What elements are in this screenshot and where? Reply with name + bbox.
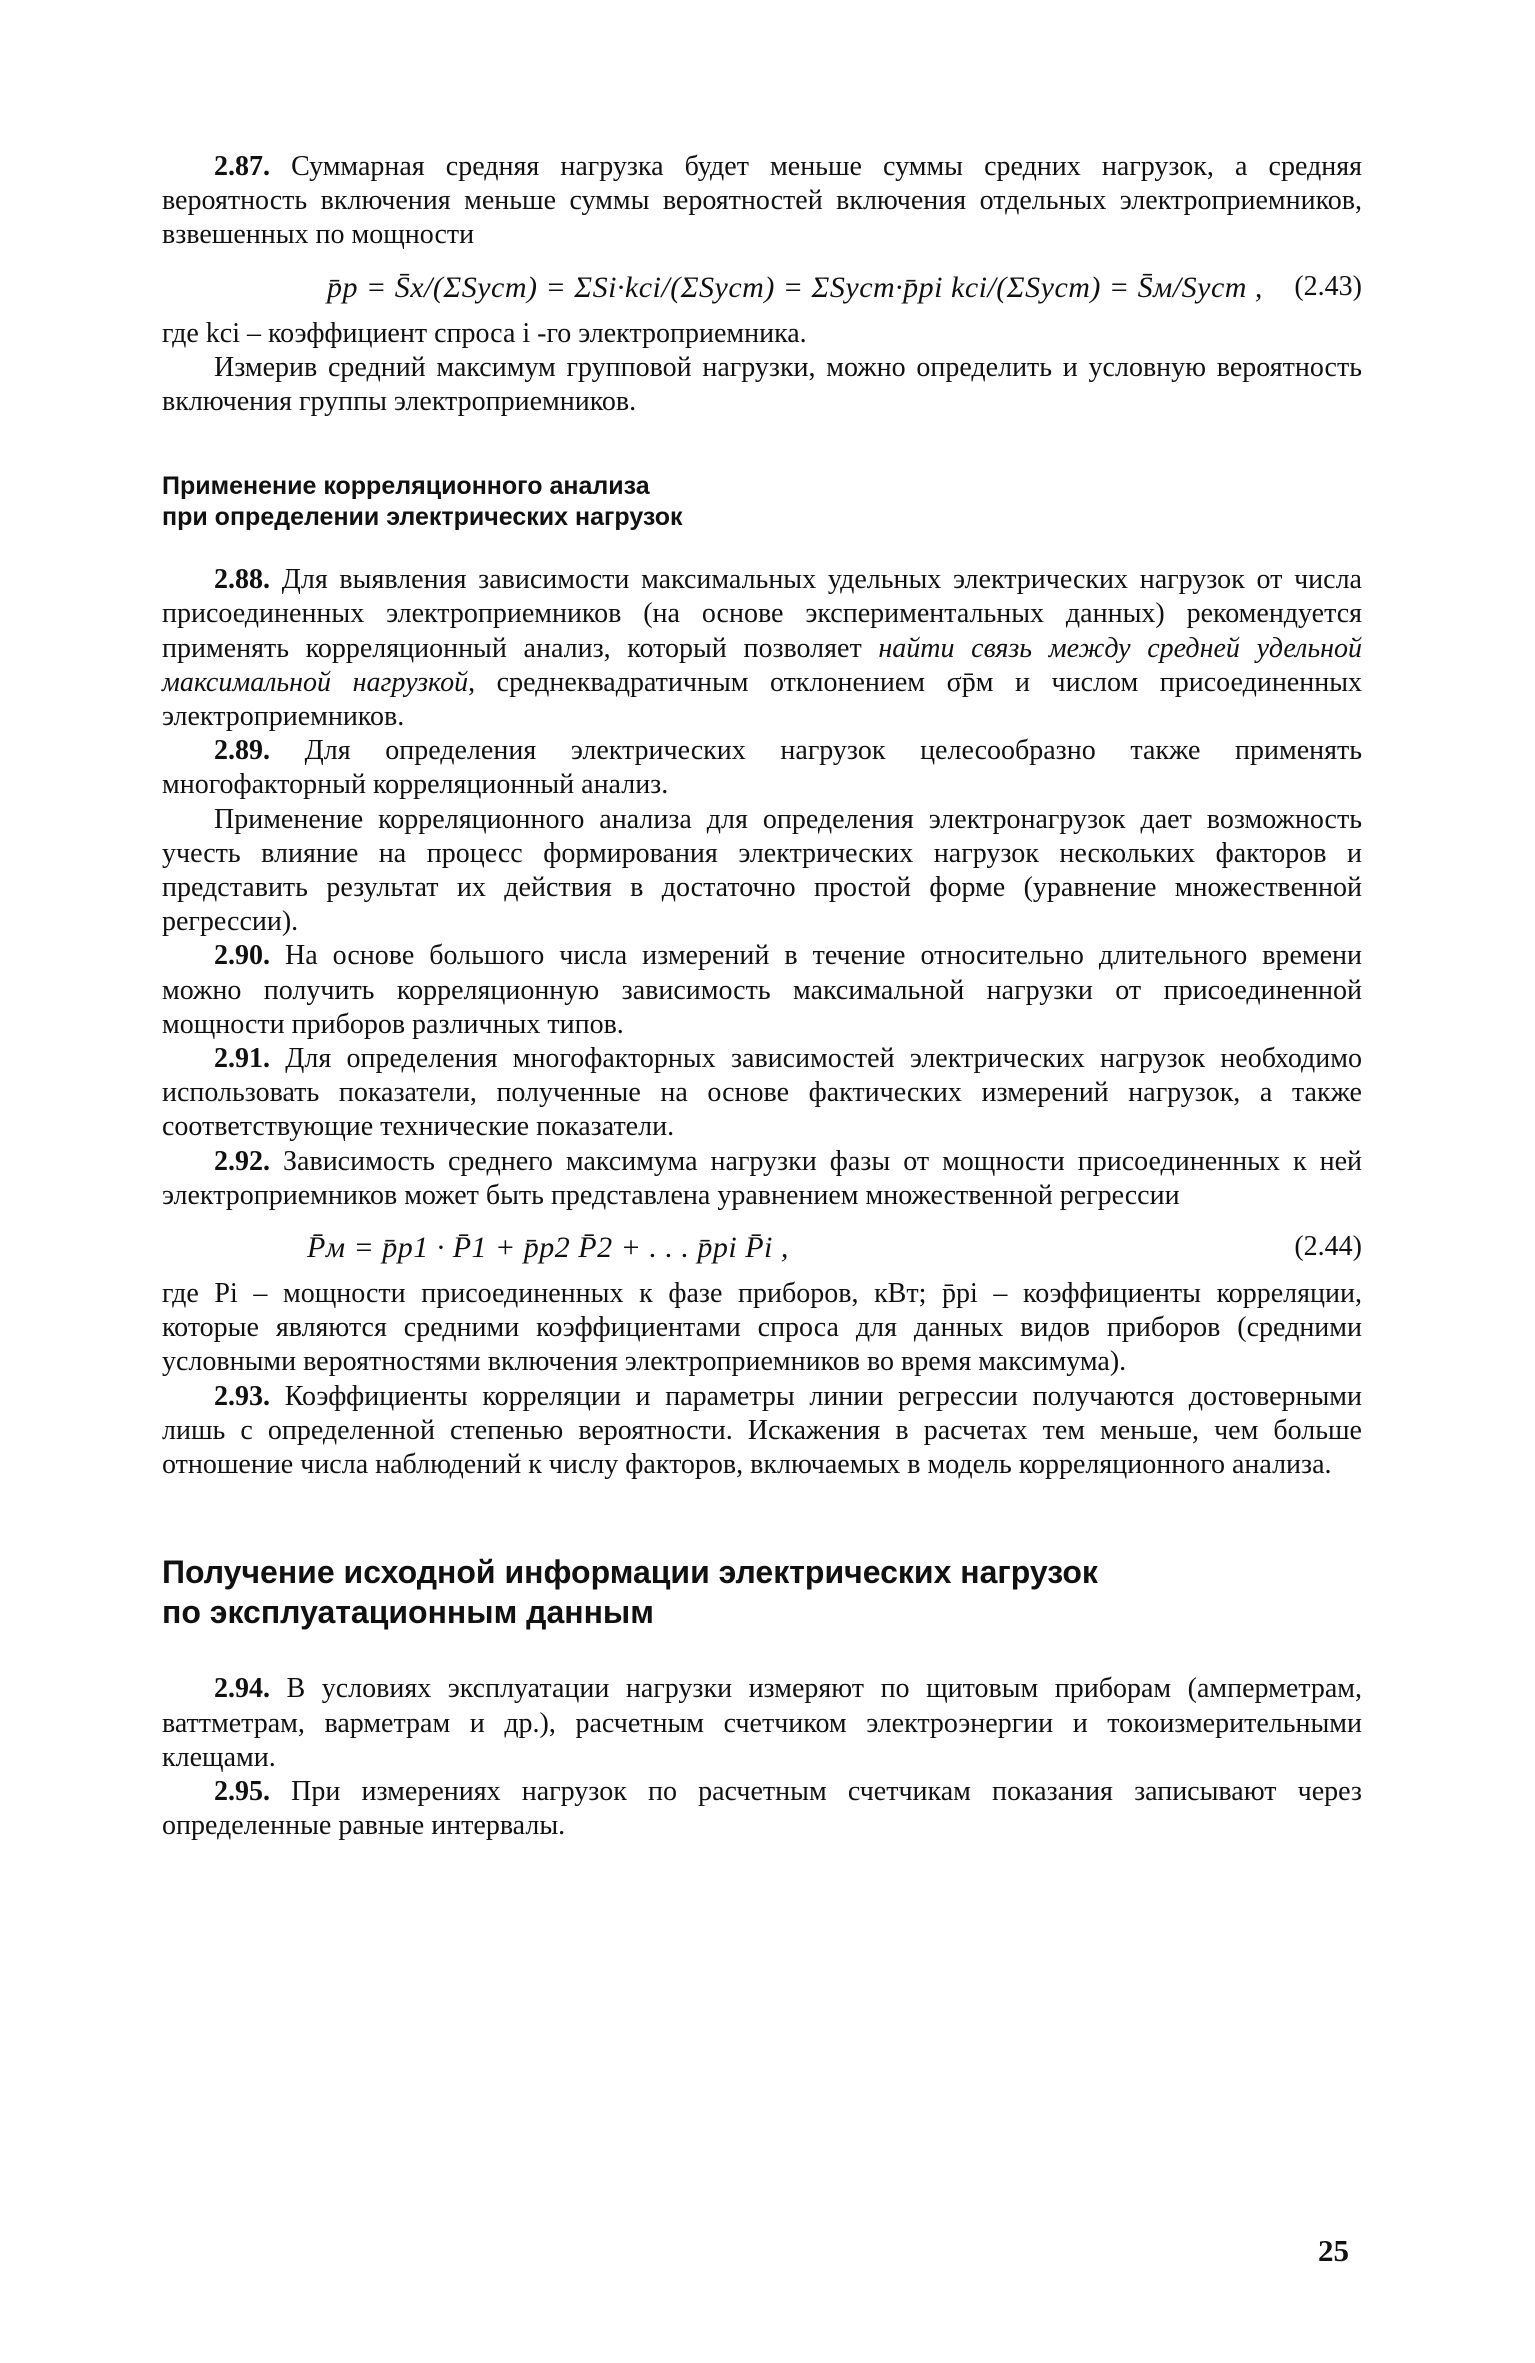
heading-line: по эксплуатационным данным [162, 1594, 654, 1631]
paragraph-number: 2.94. [214, 1673, 270, 1705]
paragraph-2-89-continued: Применение корреляционного анализа для определения электронагрузок дает возможность учесть влияние на процесс формирования электрических нагрузок нескольких факторов и представить результат их действия в достаточно простой форме (уравнение множественной регрессии). [162, 803, 1362, 938]
heading-line: при определении электрических нагрузок [162, 503, 683, 532]
formula-2-44 [162, 1213, 1362, 1277]
formula-number: (2.43) [1294, 270, 1362, 302]
formula-2-43 [162, 253, 1362, 317]
paragraph-text: Суммарная средняя нагрузка будет меньше суммы средних нагрузок, а средняя вероятность включения меньше суммы вероятностей включения отдельных электроприемников, взвешенных по мощности [162, 151, 1362, 251]
paragraph-number: 2.90. [214, 940, 270, 972]
paragraph-number: 2.91. [214, 1043, 270, 1075]
formula-number: (2.44) [1294, 1231, 1362, 1263]
paragraph-number: 2.92. [214, 1145, 270, 1177]
paragraph-text: Для выявления зависимости максимальных удельных электрических нагрузок от числа присоединенных электроприемников (на основе экспериментальных данных) рекомендуется применять корреляционный анализ, который позволяет [162, 564, 1362, 664]
formula-explanation: где Pi – мощности присоединенных к фазе приборов, кВт; p̄рi – коэффициенты корреляции, которые являются средними коэффициентами спроса для данных видов приборов (средними условными вероятностями включения электроприемников во время максимума). [162, 1278, 1362, 1378]
paragraph-2-91 [162, 1042, 1362, 1145]
paragraph-text: Зависимость среднего максимума нагрузки фазы от мощности присоединенных к ней электроприемников может быть представлена уравнением множественной регрессии [162, 1145, 1362, 1211]
formula-explanation: где kсi – коэффициент спроса i -го электроприемника. [162, 317, 807, 349]
formula-expression: p̄р = S̄х/(ΣSуст) = ΣSi·kсi/(ΣSуст) = ΣSуст·p̄рi kсi/(ΣSуст) = S̄м/Sуст , [327, 270, 1263, 304]
paragraph-text: Для определения многофакторных зависимостей электрических нагрузок необходимо использовать показатели, полученные на основе фактических измерений нагрузок, а также соответствующие технические показатели. [162, 1043, 1362, 1143]
paragraph-2-87 [162, 150, 1362, 253]
paragraph-2-94 [162, 1672, 1362, 1775]
paragraph-number: 2.89. [214, 735, 270, 767]
page-number: 25 [1318, 2233, 1349, 2268]
paragraph-text: , среднеквадратичным отклонением σp̄м и числом присоединенных электроприемников. [162, 666, 1363, 733]
heading-line: Получение исходной информации электрических нагрузок [162, 1554, 1098, 1591]
paragraph-2-89 [162, 734, 1362, 802]
paragraph-measured: Измерив средний максимум групповой нагрузки, можно определить и условную вероятность включения группы электроприемников. [162, 351, 1362, 418]
paragraph-number: 2.88. [214, 564, 270, 596]
paragraph-number: 2.95. [214, 1775, 270, 1807]
heading-line: Применение корреляционного анализа [162, 472, 650, 501]
paragraph-text: В условиях эксплуатации нагрузки измеряют по щитовым приборам (амперметрам, ваттметрам, варметрам и др.), расчетным счетчиком электроэнергии и токоизмерительными клещами. [162, 1673, 1362, 1773]
paragraph-italic-text: найти связь между средней удельной максимальной нагрузкой [162, 632, 1362, 698]
paragraph-2-93 [162, 1380, 1362, 1483]
paragraph-text: Для определения электрических нагрузок целесообразно также применять многофакторный корреляционный анализ. [162, 735, 1362, 801]
paragraph-text: Коэффициенты корреляции и параметры линии регрессии получаются достоверными лишь с определенной степенью вероятности. Искажения в расчетах тем меньше, чем больше отношение числа наблюдений к числу факторов, включаемых в модель корреляционного анализа. [162, 1380, 1362, 1481]
page-content [162, 150, 1362, 1843]
paragraph-2-95 [162, 1775, 1362, 1843]
section-heading-operational-data [162, 1552, 1362, 1632]
section-heading-correlation [162, 471, 1362, 533]
paragraph-number: 2.87. [214, 151, 270, 182]
formula-expression: P̄м = p̄р1 · P̄1 + p̄р2 P̄2 + . . . p̄рi P̄i , [307, 1231, 789, 1265]
paragraph-number: 2.93. [214, 1380, 270, 1412]
paragraph-2-88 [162, 563, 1362, 734]
paragraph-2-90 [162, 939, 1362, 1042]
paragraph-text: При измерениях нагрузок по расчетным счетчикам показания записывают через определенные равные интервалы. [162, 1775, 1362, 1842]
paragraph-2-92 [162, 1145, 1362, 1213]
paragraph-text: На основе большого числа измерений в течение относительно длительного времени можно получить корреляционную зависимость максимальной нагрузки от присоединенной мощности приборов различных типов. [162, 940, 1362, 1040]
